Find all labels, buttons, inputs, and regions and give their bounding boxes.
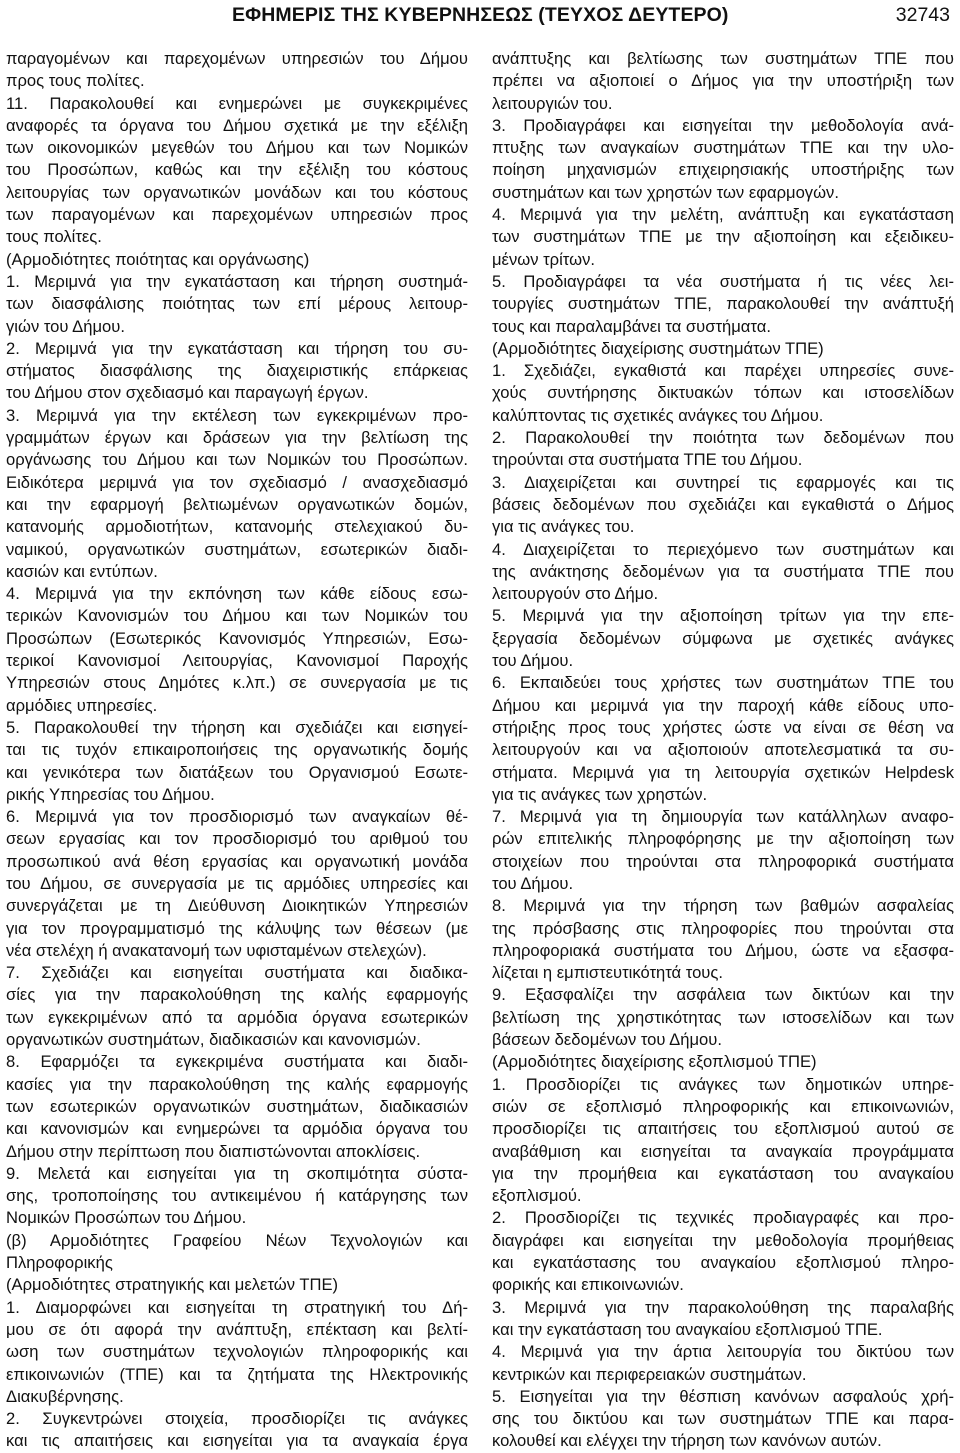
text-line: οργάνωσης του Δήμου και των Νομικών του Προσώπων. [6, 450, 468, 470]
text-line: του Δήμου, σε συνεργασία με τις αρμόδιες υπηρεσίες και [6, 873, 468, 893]
text-line: 1. Διαμορφώνει και εισηγείται τη στρατηγική του Δή- [6, 1297, 468, 1317]
text-line: κατανομής αρμοδιοτήτων, κατανομής στελεχιακού δυ- [6, 517, 468, 537]
text-line: και κανονισμών και ενημερώνει τα αρμόδια όργανα του [6, 1119, 468, 1139]
text-line: 5. Παρακολουθεί την τήρηση και σχεδιάζει και εισηγεί- [6, 717, 468, 737]
right-column [492, 48, 954, 1453]
text-line: Ειδικότερα μεριμνά για τον σχεδιασμό / ανασχεδιασμό [6, 472, 468, 492]
text-line: εξοπλισμού. [492, 1186, 582, 1206]
text-line: 2. Προσδιορίζει τις τεχνικές προδιαγραφές και προ- [492, 1208, 954, 1228]
text-line: λίζεται η εμπιστευτικότητά τους. [492, 963, 723, 983]
text-line: για την προμήθεια και εγκατάσταση του αναγκαίου [492, 1163, 954, 1183]
text-line: ανάπτυξης και βελτίωσης των συστημάτων ΤΠΕ που [492, 49, 954, 68]
text-line: (Αρμοδιότητες ποιότητας και οργάνωσης) [6, 249, 310, 269]
text-line: συνεργάζεται με τη Διεύθυνση Διοικητικών Υπηρεσιών [6, 896, 468, 916]
text-line: οργανωτικών συστημάτων, διαδικασιών και κανονισμών. [6, 1030, 421, 1050]
text-line: ξεργασία δεδομένων σύμφωνα με σχετικές ανάγκες [492, 628, 954, 648]
text-line: σης, τροποποίησης του αντικειμένου ή κατάργησης των [6, 1186, 468, 1206]
text-line: 4. Διαχειρίζεται το περιεχόμενο των συστημάτων και [492, 539, 954, 559]
text-line: Διακυβέρνησης. [6, 1386, 124, 1406]
text-line: μένων τρίτων. [492, 249, 595, 269]
text-line: χούς συντήρησης δικτυακών τόπων και ιστοσελίδων [492, 383, 954, 403]
text-line: 6. Μεριμνά για τον προσδιορισμό των αναγκαίων θέ- [6, 807, 468, 827]
text-line: τερικών Κανονισμών του Δήμου και των Νομικών του [6, 606, 468, 626]
text-line: κολουθεί και ελέγχει την τήρηση των κανόνων αυτών. [492, 1431, 882, 1451]
text-line: πληροφοριακά συστήματα του Δήμου, ώστε να εξασφα- [492, 940, 954, 960]
text-line: 1. Προσδιορίζει τις ανάγκες των δημοτικών υπηρε- [492, 1074, 954, 1094]
text-line: για τις ανάγκες του. [492, 517, 635, 537]
text-line: αρμόδιες υπηρεσίες. [6, 695, 158, 715]
text-line: Δήμου και μεριμνά για την παροχή κάθε είδους υπο- [492, 695, 954, 715]
text-line: ωση των συστημάτων τεχνολογιών πληροφορικής και [6, 1342, 468, 1362]
text-line: 4. Μεριμνά για την εκπόνηση των κάθε είδους εσω- [6, 584, 468, 604]
text-line: νέα στελέχη ή ανακατανομή των υφισταμένων στελεχών). [6, 940, 427, 960]
text-line: 8. Μεριμνά για την τήρηση των βαθμών ασφαλείας [492, 896, 954, 916]
text-line: 9. Εξασφαλίζει την ασφάλεια των δικτύων και την [492, 985, 954, 1005]
text-line: Υπηρεσιών στους Δημότες κ.λπ.) σε συνεργασία με τις [6, 673, 468, 693]
text-line: τερικοί Κανονισμοί Λειτουργίας, Κανονισμοί Παροχής [6, 651, 468, 671]
text-line: (Αρμοδιότητες στρατηγικής και μελετών ΤΠΕ) [6, 1275, 339, 1295]
text-line: (Αρμοδιότητες διαχείρισης εξοπλισμού ΤΠΕ) [492, 1052, 817, 1072]
text-line: επικοινωνιών (ΤΠΕ) και τα ζητήματα της Ηλεκτρονικής [6, 1364, 468, 1384]
text-line: και τις απαιτήσεις και εισηγείται για τα αναγκαία έργα [6, 1431, 468, 1451]
text-line: φορικής και επικοινωνιών. [492, 1275, 684, 1295]
text-line: ρών επιτελικής πληροφόρησης με την αξιοποίηση των [492, 829, 954, 849]
text-line: 9. Μελετά και εισηγείται για τη σκοπιμότητα σύστα- [6, 1163, 468, 1183]
text-line: παραγομένων και παρεχομένων υπηρεσιών του Δήμου [6, 49, 468, 68]
text-line: λειτουργούν και να αξιοποιούν αποτελεσματικά τα συ- [492, 740, 954, 760]
text-line: κεντρικών και περιφερειακών συστημάτων. [492, 1364, 807, 1384]
text-line: αναφορές τα όργανα του Δήμου σχετικά με την εξέλιξη [6, 115, 468, 135]
text-line: σίες για την παρακολούθηση της καλής εφαρμογής [6, 985, 468, 1005]
text-line: σης του δικτύου και των συστημάτων ΤΠΕ και παρα- [492, 1409, 954, 1429]
text-line: του Δήμου. [492, 873, 574, 893]
text-line: γιών του Δήμου. [6, 316, 125, 336]
text-line: πρέπει να αξιοποιεί ο Δήμος για την υποστήριξη των [492, 71, 954, 91]
text-line: και εγκατάστασης του αναγκαίου εξοπλισμού πληρο- [492, 1253, 954, 1273]
text-line: των παραγομένων και παρεχομένων υπηρεσιών προς [6, 205, 468, 225]
text-line: Δήμου στην περίπτωση που διαπιστώνονται αποκλίσεις. [6, 1141, 421, 1161]
text-line: του Προσώπων, καθώς και την εξέλιξη του κόστους [6, 160, 468, 180]
text-line: της ανάκτησης δεδομένων για τα συστήματα ΤΠΕ που [492, 561, 954, 581]
text-line: 4. Μεριμνά για την άρτια λειτουργία του δικτύου των [492, 1342, 954, 1362]
text-line: προσδιορίζει τις απαιτήσεις του εξοπλισμού αυτού σε [492, 1119, 954, 1139]
text-line: (Αρμοδιότητες διαχείρισης συστημάτων ΤΠΕ) [492, 338, 824, 358]
text-line: 5. Προδιαγράφει τα νέα συστήματα ή τις νέες λει- [492, 271, 954, 291]
text-line: ται τις τυχόν επικαιροποιήσεις της οργανωτικής δομής [6, 740, 468, 760]
text-line: 3. Διαχειρίζεται και συντηρεί τις εφαρμογές και τις [492, 472, 954, 492]
text-line: των εγκεκριμένων από τα αρμόδια όργανα εσωτερικών [6, 1007, 468, 1027]
text-line: πτυξης των αναγκαίων συστημάτων ΤΠΕ και την υλο- [492, 138, 954, 158]
text-line: τηρούνται στα συστήματα ΤΠΕ του Δήμου. [492, 450, 803, 470]
text-line: 3. Μεριμνά για την εκτέλεση των εγκεκριμένων προ- [6, 405, 468, 425]
text-line: 1. Σχεδιάζει, εγκαθιστά και παρέχει υπηρεσίες συνε- [492, 361, 954, 381]
text-line: 3. Μεριμνά για την παρακολούθηση της παραλαβής [492, 1297, 954, 1317]
text-line: (β) Αρμοδιότητες Γραφείου Νέων Τεχνολογιών και [6, 1230, 468, 1250]
text-line: 2. Συγκεντρώνει στοιχεία, προσδιορίζει τις ανάγκες [6, 1409, 468, 1429]
text-line: για τις ανάγκες των χρηστών. [492, 784, 708, 804]
page-number: 32743 [895, 4, 950, 26]
text-line: του Δήμου. [492, 651, 574, 671]
text-line: κασιών και εντύπων. [6, 561, 158, 581]
text-line: 1. Μεριμνά για την εγκατάσταση και τήρηση συστημά- [6, 271, 468, 291]
text-line: 6. Εκπαιδεύει τους χρήστες των συστημάτων ΤΠΕ του [492, 673, 954, 693]
text-line: και την εγκατάσταση του αναγκαίου εξοπλισμού ΤΠΕ. [492, 1319, 883, 1339]
text-line: Πληροφορικής [6, 1253, 113, 1273]
text-line: λειτουργιών του. [492, 93, 613, 113]
text-line: λειτουργίας των οργανωτικών μονάδων και του κόστους [6, 182, 468, 202]
text-line: λειτουργούν στο Δήμο. [492, 584, 659, 604]
text-line: 7. Μεριμνά για τη δημιουργία των κατάλληλων αναφο- [492, 807, 954, 827]
text-line: συστημάτων και των χρηστών των εφαρμογών. [492, 182, 839, 202]
text-line: 2. Μεριμνά για την εγκατάσταση και τήρηση του συ- [6, 338, 468, 358]
text-line: γραμμάτων έργων και δράσεων για την βελτίωση της [6, 428, 468, 448]
text-line: 3. Προδιαγράφει και εισηγείται την μεθοδολογία ανά- [492, 115, 954, 135]
text-line: των εσωτερικών οργανωτικών συστημάτων, διαδικασιών [6, 1096, 468, 1116]
text-line: των οικονομικών μεγεθών του Δήμου και των Νομικών [6, 138, 468, 158]
text-line: για τον προγραμματισμό της κάλυψης των θέσεων (με [6, 918, 468, 938]
text-line: ποίηση μηχανισμών επιχειρησιακής υποστήριξης των [492, 160, 954, 180]
text-line: βάσεις δεδομένων που σχεδιάζει και εγκαθιστά ο Δήμος [492, 494, 954, 514]
text-line: στήματα. Μεριμνά για τη λειτουργία σχετικών Helpdesk [492, 762, 954, 782]
text-line: των συστημάτων ΤΠΕ με την αξιοποίηση και εξειδικευ- [492, 227, 954, 247]
text-line: 5. Εισηγείται για την θέσπιση κανόνων ασφαλούς χρή- [492, 1386, 954, 1406]
text-line: τους και παραλαμβάνει τα συστήματα. [492, 316, 771, 336]
text-line: προς τους πολίτες. [6, 71, 145, 91]
text-line: και την εφαρμογή βελτιωμένων οργανωτικών δομών, [6, 494, 468, 514]
text-line: και γενικότερα των διατάξεων του Οργανισμού Εσωτε- [6, 762, 468, 782]
text-line: στήματος διασφάλισης της διαχειριστικής επάρκειας [6, 361, 468, 381]
text-line: καλύπτοντας τις σχετικές ανάγκες του Δήμου. [492, 405, 824, 425]
text-line: τους πολίτες. [6, 227, 102, 247]
text-line: 4. Μεριμνά για την μελέτη, ανάπτυξη και εγκατάσταση [492, 205, 954, 225]
text-line: 2. Παρακολουθεί την ποιότητα των δεδομένων που [492, 428, 954, 448]
text-line: τουργίες συστημάτων ΤΠΕ, παρακολουθεί την ανάπτυξή [492, 294, 954, 314]
text-line: διαγράφει και εισηγείται την μεθοδολογία προμήθειας [492, 1230, 954, 1250]
text-line: της πρόσβασης στις πληροφορίες που τηρούνται στα [492, 918, 954, 938]
text-line: ρικής Υπηρεσίας του Δήμου. [6, 784, 215, 804]
page-header [0, 0, 960, 36]
text-line: βάσεων δεδομένων του Δήμου. [492, 1030, 722, 1050]
text-line: Νομικών Προσώπων του Δήμου. [6, 1208, 247, 1228]
text-line: κασίες για την παρακολούθηση της καλής εφαρμογής [6, 1074, 468, 1094]
text-line: 7. Σχεδιάζει και εισηγείται συστήματα και διαδικα- [6, 963, 468, 983]
text-line: στοιχείων που τηρούνται στα πληροφορικά συστήματα [492, 851, 954, 871]
text-line: ναμικού, οργανωτικών συστημάτων, εσωτερικών διαδι- [6, 539, 468, 559]
text-line: 5. Μεριμνά για την αξιοποίηση τρίτων για την επε- [492, 606, 954, 626]
text-line: στήριξης προς τους χρήστες ώστε να είναι σε θέση να [492, 717, 954, 737]
text-line: μου σε ότι αφορά την ανάπτυξη, επέκταση και βελτί- [6, 1319, 468, 1339]
text-line: του Δήμου στον σχεδιασμό και παραγωγή έργων. [6, 383, 369, 403]
text-line: Προσώπων (Εσωτερικός Κανονισμός Υπηρεσιών, Εσω- [6, 628, 468, 648]
text-line: σεων εργασίας και τον προσδιορισμό του αριθμού του [6, 829, 468, 849]
text-line: προσωπικού ανά θέση εργασίας και οργανωτική μονάδα [6, 851, 468, 871]
text-line: των διασφάλισης ποιότητας των επί μέρους λειτουρ- [6, 294, 468, 314]
text-line: 11. Παρακολουθεί και ενημερώνει με συγκεκριμένες [6, 93, 468, 113]
gazette-title: ΕΦΗΜΕΡΙΣ ΤΗΣ ΚΥΒΕΡΝΗΣΕΩΣ (ΤΕΥΧΟΣ ΔΕΥΤΕΡΟ) [232, 4, 729, 26]
left-column [6, 48, 468, 1453]
text-line: 8. Εφαρμόζει τα εγκεκριμένα συστήματα και διαδι- [6, 1052, 468, 1072]
text-line: βελτίωση της χρηστικότητας των ιστοσελίδων και των [492, 1007, 954, 1027]
text-line: αναβάθμιση και εισηγείται τα αναγκαία προγράμματα [492, 1141, 954, 1161]
text-line: σιών σε εξοπλισμό πληροφορικής και επικοινωνιών, [492, 1096, 954, 1116]
